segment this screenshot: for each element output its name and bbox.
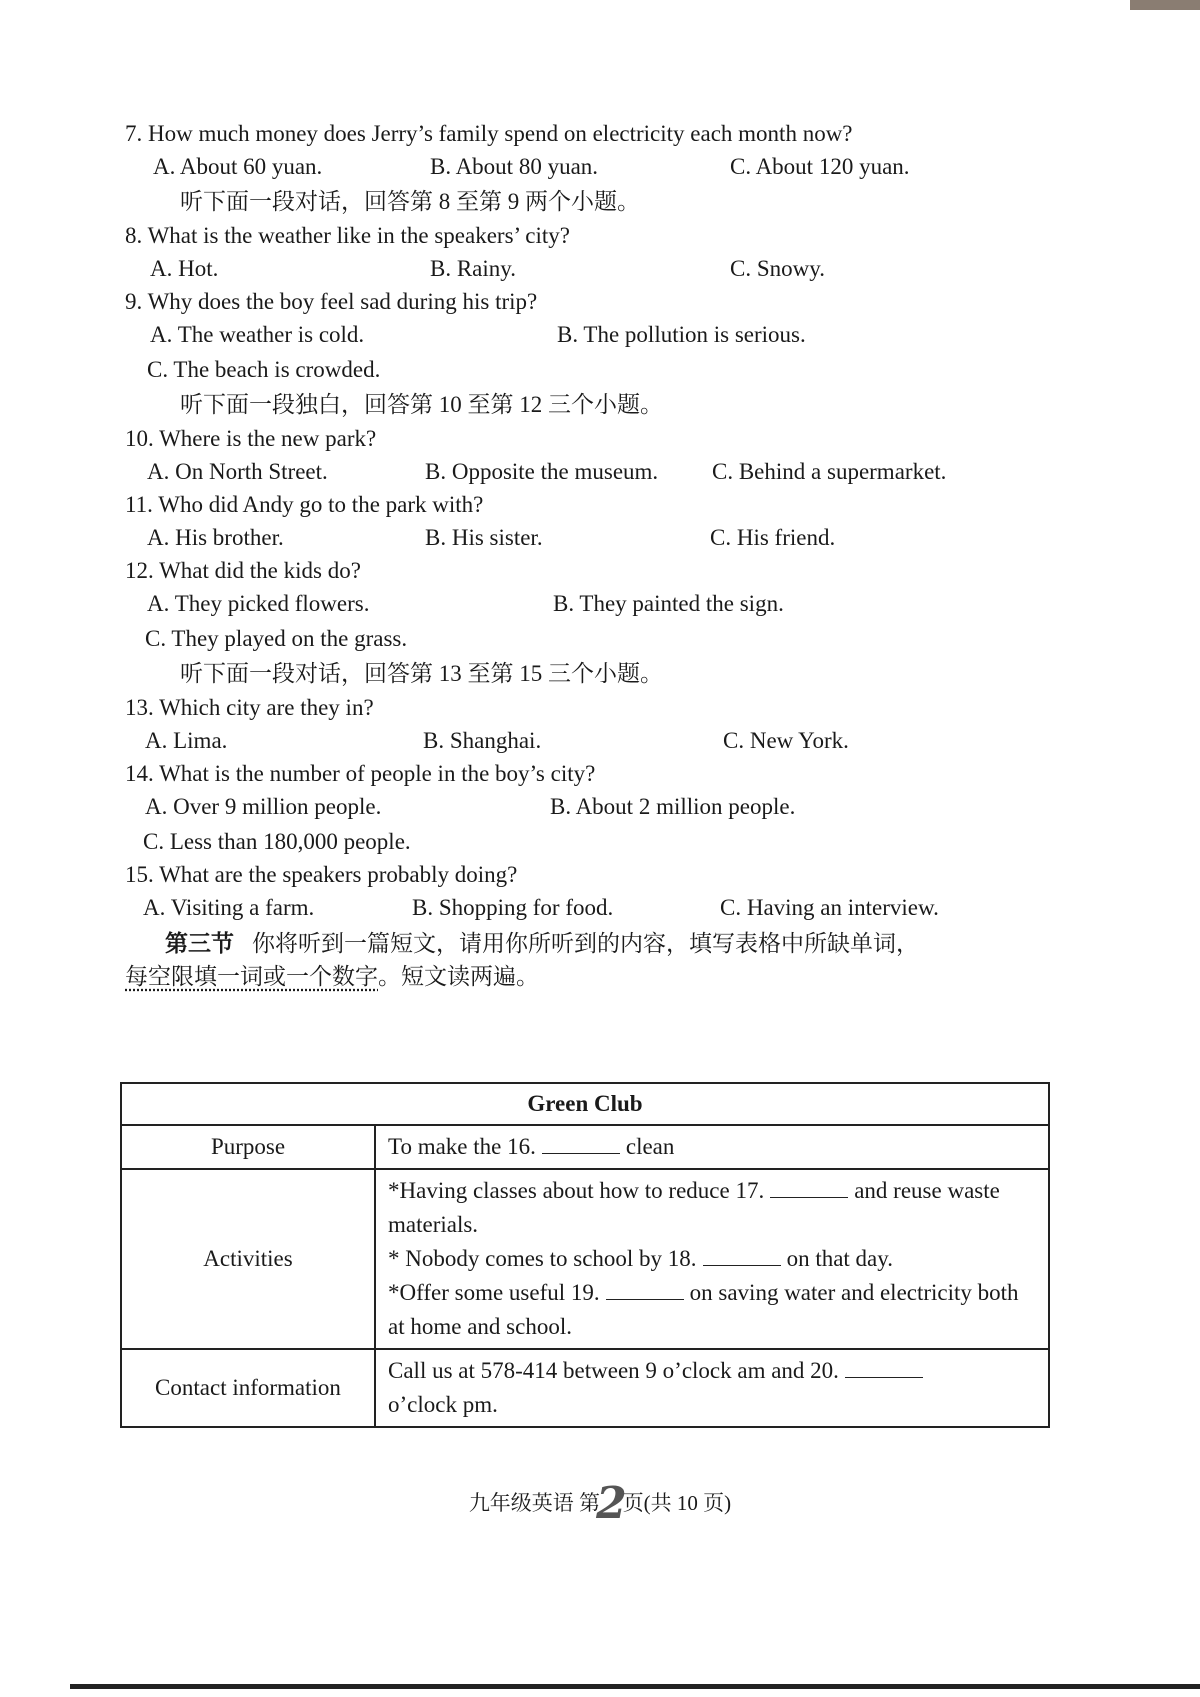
purpose-cell [375, 1125, 1049, 1169]
option-c: C. They played on the grass. [145, 626, 408, 651]
page-footer [0, 1478, 1200, 1529]
activity-item [388, 1174, 1036, 1242]
question-options [125, 149, 1050, 184]
option-a: A. About 60 yuan. [153, 154, 323, 179]
option-b: B. Shopping for food. [412, 895, 614, 920]
activity-item [388, 1276, 1036, 1344]
option-b: B. Opposite the museum. [425, 459, 659, 484]
option-b: B. About 2 million people. [550, 794, 796, 819]
instruction-text: 听下面一段对话，回答第 8 至第 9 两个小题。 [180, 189, 640, 214]
contact-cell [375, 1349, 1049, 1427]
question-stem: 7. How much money does Jerry’s family spend on electricity each month now? [125, 121, 853, 146]
table-title: Green Club [121, 1083, 1049, 1125]
activities-label: Activities [121, 1169, 375, 1349]
question-options [125, 824, 1050, 859]
green-club-table [120, 1082, 1050, 1428]
question-options [125, 621, 1050, 656]
answer-blank-16[interactable] [542, 1131, 620, 1154]
purpose-label: Purpose [121, 1125, 375, 1169]
watermark-logo: 2 [596, 1478, 627, 1529]
option-b: B. About 80 yuan. [430, 154, 599, 179]
activity-text: *Having classes about how to reduce 17. [388, 1178, 765, 1203]
activity-text: *Offer some useful 19. [388, 1280, 600, 1305]
answer-blank-18[interactable] [703, 1243, 781, 1266]
instruction-text: 听下面一段独白，回答第 10 至第 12 三个小题。 [180, 392, 663, 417]
answer-blank-19[interactable] [606, 1277, 684, 1300]
option-c: C. Snowy. [730, 256, 825, 281]
answer-blank-17[interactable] [770, 1175, 848, 1198]
section-text-end: 。短文读两遍。 [378, 964, 539, 989]
questions-area [125, 118, 1050, 993]
contact-label: Contact information [121, 1349, 375, 1427]
question-options [125, 251, 1050, 286]
answer-blank-20[interactable] [845, 1355, 923, 1378]
option-c: C. The beach is crowded. [147, 357, 381, 382]
contact-text: Call us at 578-414 between 9 o’clock am and 20. [388, 1358, 839, 1383]
purpose-text-end: clean [625, 1134, 675, 1159]
option-b: B. His sister. [425, 525, 543, 550]
activity-text-end: on that day. [786, 1246, 894, 1271]
purpose-text: To make the 16. [388, 1134, 536, 1159]
question-stem: 12. What did the kids do? [125, 558, 361, 583]
question-options [125, 723, 1050, 758]
footer-text-end: 页(共 10 页) [622, 1491, 732, 1515]
question-stem: 9. Why does the boy feel sad during his trip? [125, 289, 538, 314]
option-a: A. The weather is cold. [150, 322, 365, 347]
option-b: B. The pollution is serious. [557, 322, 806, 347]
option-a: A. Hot. [150, 256, 219, 281]
question-stem: 10. Where is the new park? [125, 426, 377, 451]
option-a: A. Visiting a farm. [143, 895, 315, 920]
question-options [125, 789, 1050, 824]
option-b: B. Rainy. [430, 256, 517, 281]
section-three-instructions [125, 927, 1050, 993]
option-a: A. They picked flowers. [147, 591, 370, 616]
instruction-text: 听下面一段对话，回答第 13 至第 15 三个小题。 [180, 661, 663, 686]
activity-text-end: on saving water and electricity both at home and school. [388, 1280, 1019, 1339]
scan-bottom-edge [70, 1684, 1200, 1689]
section-text-emphasis: 每空限填一词或一个数字 [125, 964, 378, 989]
section-heading: 第三节 [165, 931, 234, 956]
option-a: A. His brother. [147, 525, 284, 550]
option-c: C. About 120 yuan. [730, 154, 910, 179]
option-a: A. Over 9 million people. [145, 794, 382, 819]
option-c: C. Less than 180,000 people. [143, 829, 411, 854]
question-options [125, 352, 1050, 387]
option-a: A. Lima. [145, 728, 228, 753]
option-c: C. New York. [723, 728, 849, 753]
activity-text-end: and reuse waste materials. [388, 1178, 1000, 1237]
option-c: C. Having an interview. [720, 895, 939, 920]
option-b: B. They painted the sign. [553, 591, 784, 616]
activity-item [388, 1242, 1036, 1276]
footer-text: 九年级英语 第 [468, 1491, 601, 1515]
question-options [125, 520, 1050, 555]
question-stem: 14. What is the number of people in the boy’s city? [125, 761, 596, 786]
question-options [125, 890, 1050, 925]
question-options [125, 586, 1050, 621]
option-a: A. On North Street. [147, 459, 328, 484]
question-stem: 11. Who did Andy go to the park with? [125, 492, 484, 517]
section-text: 你将听到一篇短文，请用你所听到的内容，填写表格中所缺单词， [252, 931, 919, 956]
question-options [125, 317, 1050, 352]
contact-text-end: o’clock pm. [388, 1392, 498, 1417]
option-b: B. Shanghai. [423, 728, 542, 753]
question-options [125, 454, 1050, 489]
activities-cell [375, 1169, 1049, 1349]
scan-corner-mark [1130, 0, 1200, 10]
question-stem: 13. Which city are they in? [125, 695, 374, 720]
activity-text: * Nobody comes to school by 18. [388, 1246, 697, 1271]
option-c: C. Behind a supermarket. [712, 459, 947, 484]
question-stem: 8. What is the weather like in the speakers’ city? [125, 223, 570, 248]
question-stem: 15. What are the speakers probably doing? [125, 862, 518, 887]
option-c: C. His friend. [710, 525, 836, 550]
